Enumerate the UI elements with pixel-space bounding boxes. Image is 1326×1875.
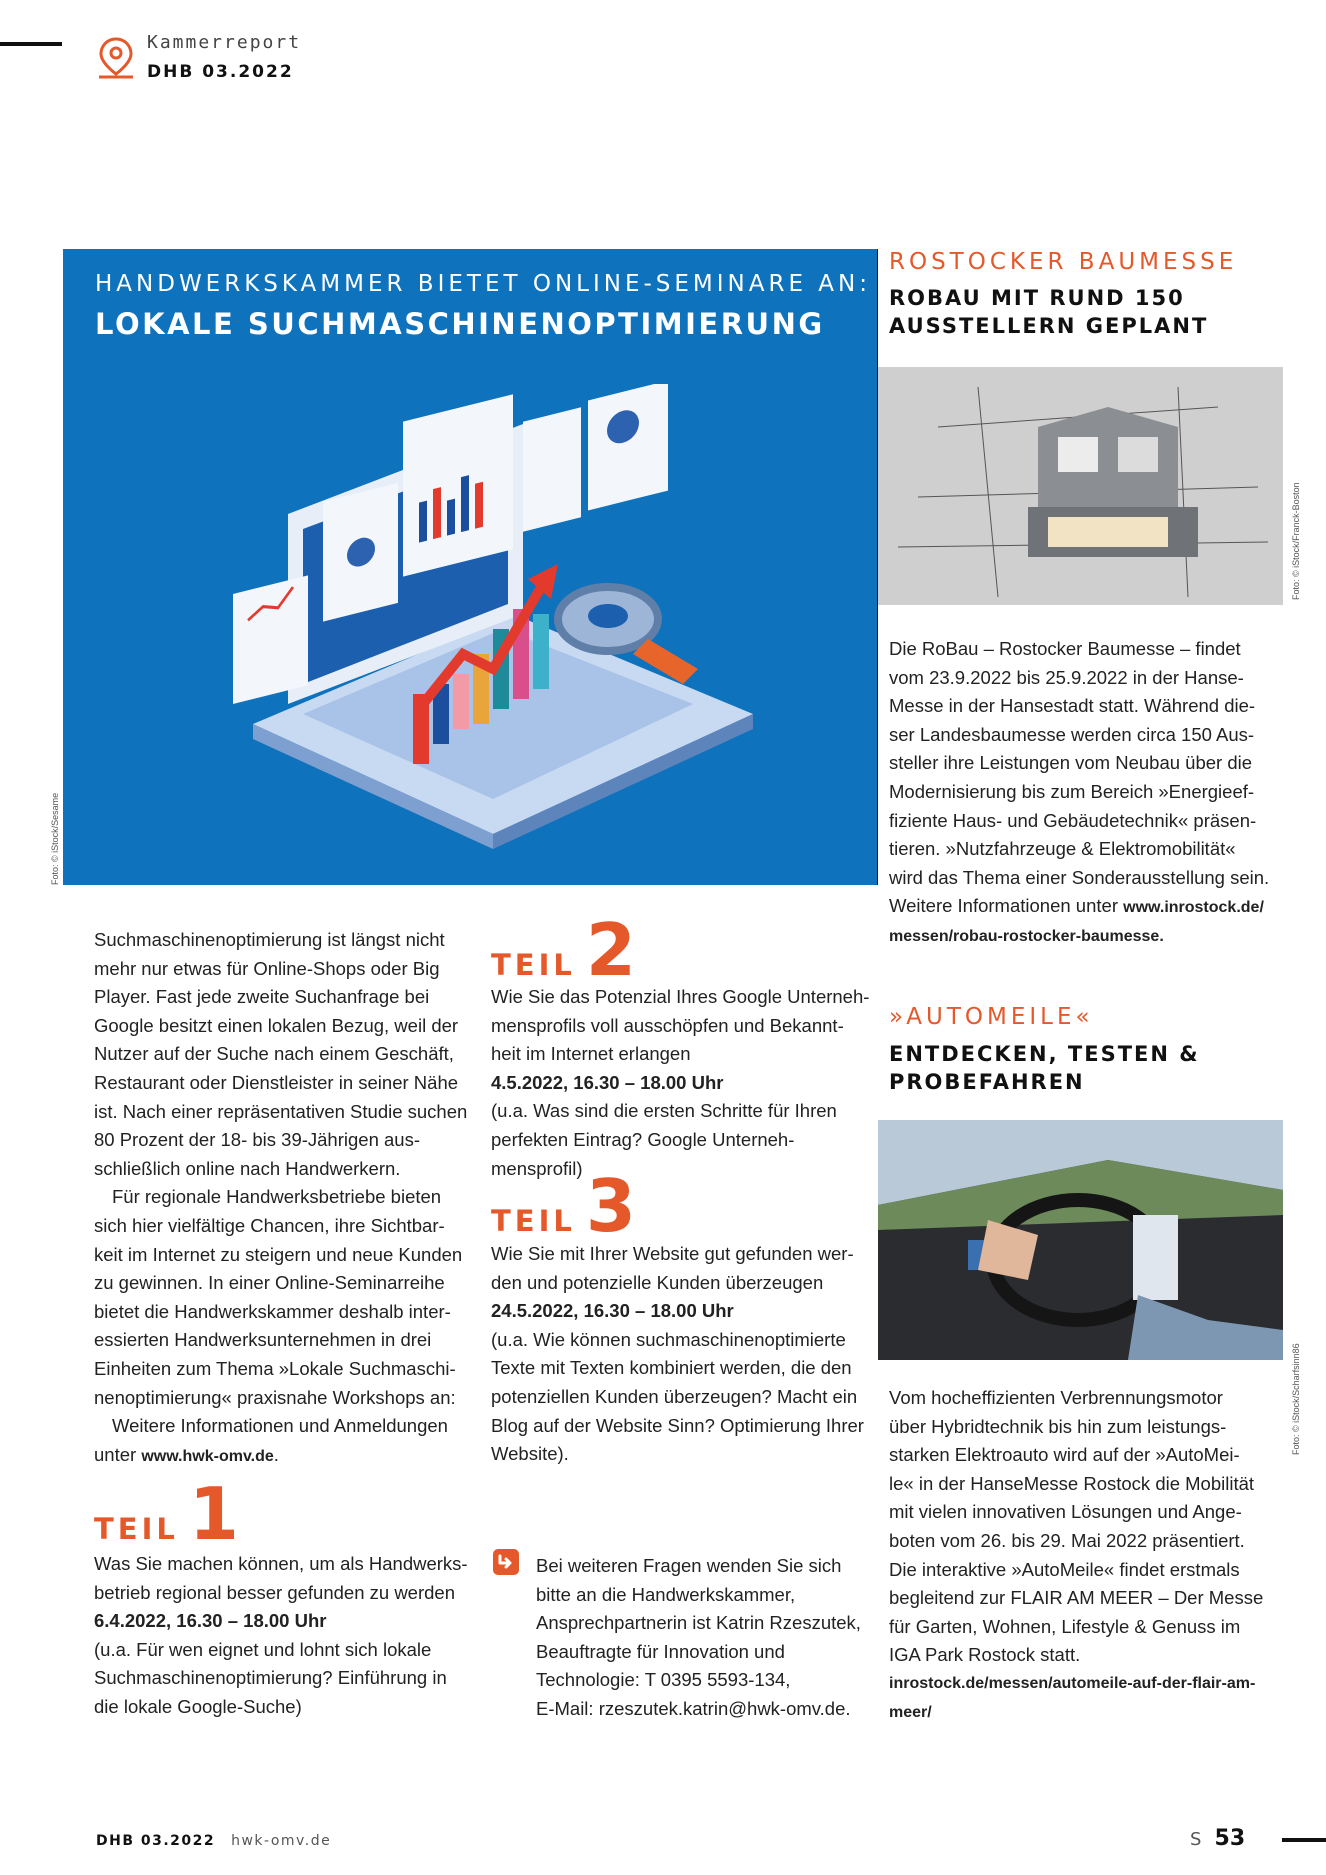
teil2-text (491, 983, 871, 1183)
robau-line: Messe in der Hansestadt statt. Während die- (889, 695, 1256, 717)
automeile-line: begleitend zur FLAIR AM MEER – Der Messe (889, 1587, 1264, 1609)
teil1-desc: Was Sie machen können, um als Handwerks- (94, 1553, 468, 1574)
hwk-link[interactable]: www.hwk-omv.de (141, 1447, 274, 1465)
teil3-desc: den und potenzielle Kunden überzeugen (491, 1271, 824, 1293)
contact-line: Technologie: T 0395 5593-134, (536, 1669, 791, 1691)
robau-body (889, 635, 1289, 952)
automeile-link[interactable]: inrostock.de/messen/automeile-auf-der-flair-am- (889, 1674, 1256, 1692)
footer-issue: DHB 03.2022 (96, 1833, 216, 1849)
location-pin-icon (96, 36, 136, 80)
para3-suffix: . (273, 1443, 279, 1465)
teil1-note: Suchmaschinenoptimierung? Einführung in (94, 1667, 447, 1689)
robau-line: vom 23.9.2022 bis 25.9.2022 in der Hanse- (889, 666, 1244, 688)
hero-image-credit: Foto: © iStock/Sesame (50, 792, 60, 885)
para2-line: zu gewinnen. In einer Online-Seminarreihe (94, 1272, 445, 1294)
automeile-image (878, 1120, 1283, 1360)
footer-page (1190, 1826, 1245, 1851)
automeile-line: über Hybridtechnik bis hin zum leistungs- (889, 1415, 1227, 1437)
automeile-line: IGA Park Rostock statt. (889, 1644, 1081, 1666)
para3-prefix: unter (94, 1443, 142, 1465)
para2-line: bietet die Handwerkskammer deshalb inter- (94, 1300, 451, 1322)
para3-line (94, 1441, 484, 1472)
teil2-date: 4.5.2022, 16.30 – 18.00 Uhr (491, 1071, 724, 1093)
robau-info-prefix: Weitere Informationen unter (889, 895, 1124, 917)
robau-line: fiziente Haus- und Gebäudetechnik« präsen- (889, 809, 1257, 831)
automeile-line: mit vielen innovativen Lösungen und Ange- (889, 1501, 1242, 1523)
teil1-note: die lokale Google-Suche) (94, 1695, 302, 1717)
robau-line: Die RoBau – Rostocker Baumesse – findet (889, 638, 1241, 659)
teil3-word: TEIL (491, 1203, 576, 1238)
hero-title: LOKALE SUCHMASCHINENOPTIMIERUNG (95, 307, 825, 341)
robau-line: ser Landesbaumesse werden circa 150 Aus- (889, 723, 1255, 745)
automeile-title-line: PROBEFAHREN (889, 1070, 1085, 1094)
contact-line: Bei weiteren Fragen wenden Sie sich (536, 1555, 842, 1576)
para2-line: nenoptimierung« praxisnahe Workshops an: (94, 1386, 456, 1408)
teil1-text (94, 1550, 484, 1722)
intro-line: Player. Fast jede zweite Suchanfrage bei (94, 986, 430, 1008)
contact-line: Ansprechpartnerin ist Katrin Rzeszutek, (536, 1612, 861, 1634)
intro-line: schließlich online nach Handwerkern. (94, 1157, 401, 1179)
teil3-date: 24.5.2022, 16.30 – 18.00 Uhr (491, 1300, 734, 1322)
contact-line: Beauftragte für Innovation und (536, 1640, 785, 1662)
teil2-number: 2 (585, 908, 636, 992)
automeile-line: starken Elektroauto wird auf der »AutoMei- (889, 1444, 1240, 1466)
teil1-date: 6.4.2022, 16.30 – 18.00 Uhr (94, 1610, 327, 1632)
intro-line: Nutzer auf der Suche nach einem Geschäft, (94, 1043, 454, 1065)
teil3-text (491, 1240, 871, 1469)
contact-line: E-Mail: rzeszutek.katrin@hwk-omv.de. (536, 1697, 851, 1719)
para2-line: Einheiten zum Thema »Lokale Suchmaschi- (94, 1357, 456, 1379)
para2-line: sich hier vielfältige Chancen, ihre Sichtbar- (94, 1214, 445, 1236)
teil2-note: mensprofil) (491, 1157, 583, 1179)
teil2-heading (491, 908, 636, 992)
teil3-note: potenziellen Kunden überzeugen? Macht ein (491, 1385, 858, 1407)
robau-image (878, 367, 1283, 605)
teil3-number: 3 (585, 1164, 636, 1248)
automeile-line: Vom hocheffizienten Verbrennungsmotor (889, 1387, 1223, 1408)
automeile-body (889, 1384, 1289, 1727)
automeile-line: für Garten, Wohnen, Lifestyle & Genuss im (889, 1615, 1241, 1637)
contact-block (536, 1552, 881, 1724)
teil2-desc: Wie Sie das Potenzial Ihres Google Unterneh- (491, 986, 870, 1007)
header-rule-left (0, 42, 62, 46)
teil1-word: TEIL (94, 1511, 179, 1546)
teil3-note: Texte mit Texten kombiniert werden, die den (491, 1357, 852, 1379)
teil1-desc: betrieb regional besser gefunden zu werden (94, 1581, 455, 1603)
automeile-link-cont[interactable]: meer/ (889, 1703, 932, 1721)
teil3-note: Blog auf der Website Sinn? Optimierung Ihrer (491, 1414, 864, 1436)
car-cockpit-image (878, 1120, 1283, 1360)
seo-illustration (193, 384, 833, 854)
intro-line: ist. Nach einer repräsentativen Studie suchen (94, 1100, 468, 1122)
para2-line: essierten Handwerksunternehmen in drei (94, 1329, 432, 1351)
arrow-right-icon (493, 1549, 519, 1575)
automeile-kicker: »AUTOMEILE« (889, 1004, 1094, 1030)
page-prefix: S (1190, 1829, 1204, 1850)
automeile-line: le« in der HanseMesse Rostock die Mobilität (889, 1472, 1255, 1494)
footer-rule-right (1282, 1838, 1326, 1842)
robau-image-credit: Foto: © iStock/Franck-Boston (1291, 482, 1301, 600)
automeile-title-line: ENTDECKEN, TESTEN & (889, 1042, 1200, 1066)
teil2-desc: mensprofils voll ausschöpfen und Bekannt- (491, 1014, 844, 1036)
robau-line: wird das Thema einer Sonderausstellung sein. (889, 866, 1270, 888)
para2-line: keit im Internet zu steigern und neue Kunden (94, 1243, 463, 1265)
robau-line: Modernisierung bis zum Bereich »Energieef- (889, 780, 1255, 802)
automeile-line: Die interaktive »AutoMeile« findet erstmals (889, 1558, 1240, 1580)
robau-link[interactable]: www.inrostock.de/ (1123, 899, 1264, 917)
robau-kicker: ROSTOCKER BAUMESSE (889, 249, 1238, 275)
teil3-desc: Wie Sie mit Ihrer Website gut gefunden wer- (491, 1243, 854, 1264)
intro-line: Suchmaschinenoptimierung ist längst nicht (94, 929, 445, 950)
intro-line: Google besitzt einen lokalen Bezug, weil der (94, 1014, 459, 1036)
hero-banner (63, 249, 877, 885)
hero-kicker: HANDWERKSKAMMER BIETET ONLINE-SEMINARE AN: (95, 271, 871, 297)
teil1-note: (u.a. Für wen eignet und lohnt sich lokale (94, 1638, 432, 1660)
intro-line: Restaurant oder Dienstleister in seiner Nähe (94, 1071, 459, 1093)
teil3-note: (u.a. Wie können suchmaschinenoptimierte (491, 1328, 846, 1350)
automeile-image-credit: Foto: © iStock/Scharfsinn86 (1291, 1343, 1301, 1455)
footer-left (96, 1833, 331, 1849)
automeile-title (889, 1040, 1200, 1096)
intro-column (94, 926, 484, 1471)
robau-line: steller ihre Leistungen vom Neubau über die (889, 752, 1253, 774)
teil1-number: 1 (188, 1472, 239, 1556)
para2-line: Für regionale Handwerksbetriebe bieten (112, 1186, 442, 1208)
teil3-note: Website). (491, 1443, 569, 1465)
teil2-note: (u.a. Was sind die ersten Schritte für Ihren (491, 1100, 837, 1122)
robau-info (889, 892, 1289, 923)
robau-link-cont[interactable]: messen/robau-rostocker-baumesse. (889, 927, 1164, 945)
issue-label: DHB 03.2022 (147, 62, 294, 82)
footer-site[interactable]: hwk-omv.de (231, 1833, 332, 1849)
teil1-heading (94, 1472, 239, 1556)
intro-line: mehr nur etwas für Online-Shops oder Big (94, 957, 440, 979)
robau-title-line: ROBAU MIT RUND 150 (889, 286, 1185, 310)
robau-line: tieren. »Nutzfahrzeuge & Elektromobilität« (889, 838, 1236, 860)
section-label: Kammerreport (147, 32, 302, 53)
page-number: 53 (1214, 1826, 1246, 1851)
robau-title (889, 284, 1208, 340)
para3-line: Weitere Informationen und Anmeldungen (112, 1415, 448, 1437)
contact-line: bitte an die Handwerkskammer, (536, 1583, 796, 1605)
teil2-desc: heit im Internet erlangen (491, 1043, 691, 1065)
teil2-word: TEIL (491, 947, 576, 982)
house-sketch-image (878, 367, 1283, 605)
intro-line: 80 Prozent der 18- bis 39-Jährigen aus- (94, 1129, 420, 1151)
robau-title-line: AUSSTELLERN GEPLANT (889, 314, 1209, 338)
teil2-note: perfekten Eintrag? Google Unterneh- (491, 1128, 795, 1150)
automeile-line: boten vom 26. bis 29. Mai 2022 präsentiert. (889, 1529, 1245, 1551)
